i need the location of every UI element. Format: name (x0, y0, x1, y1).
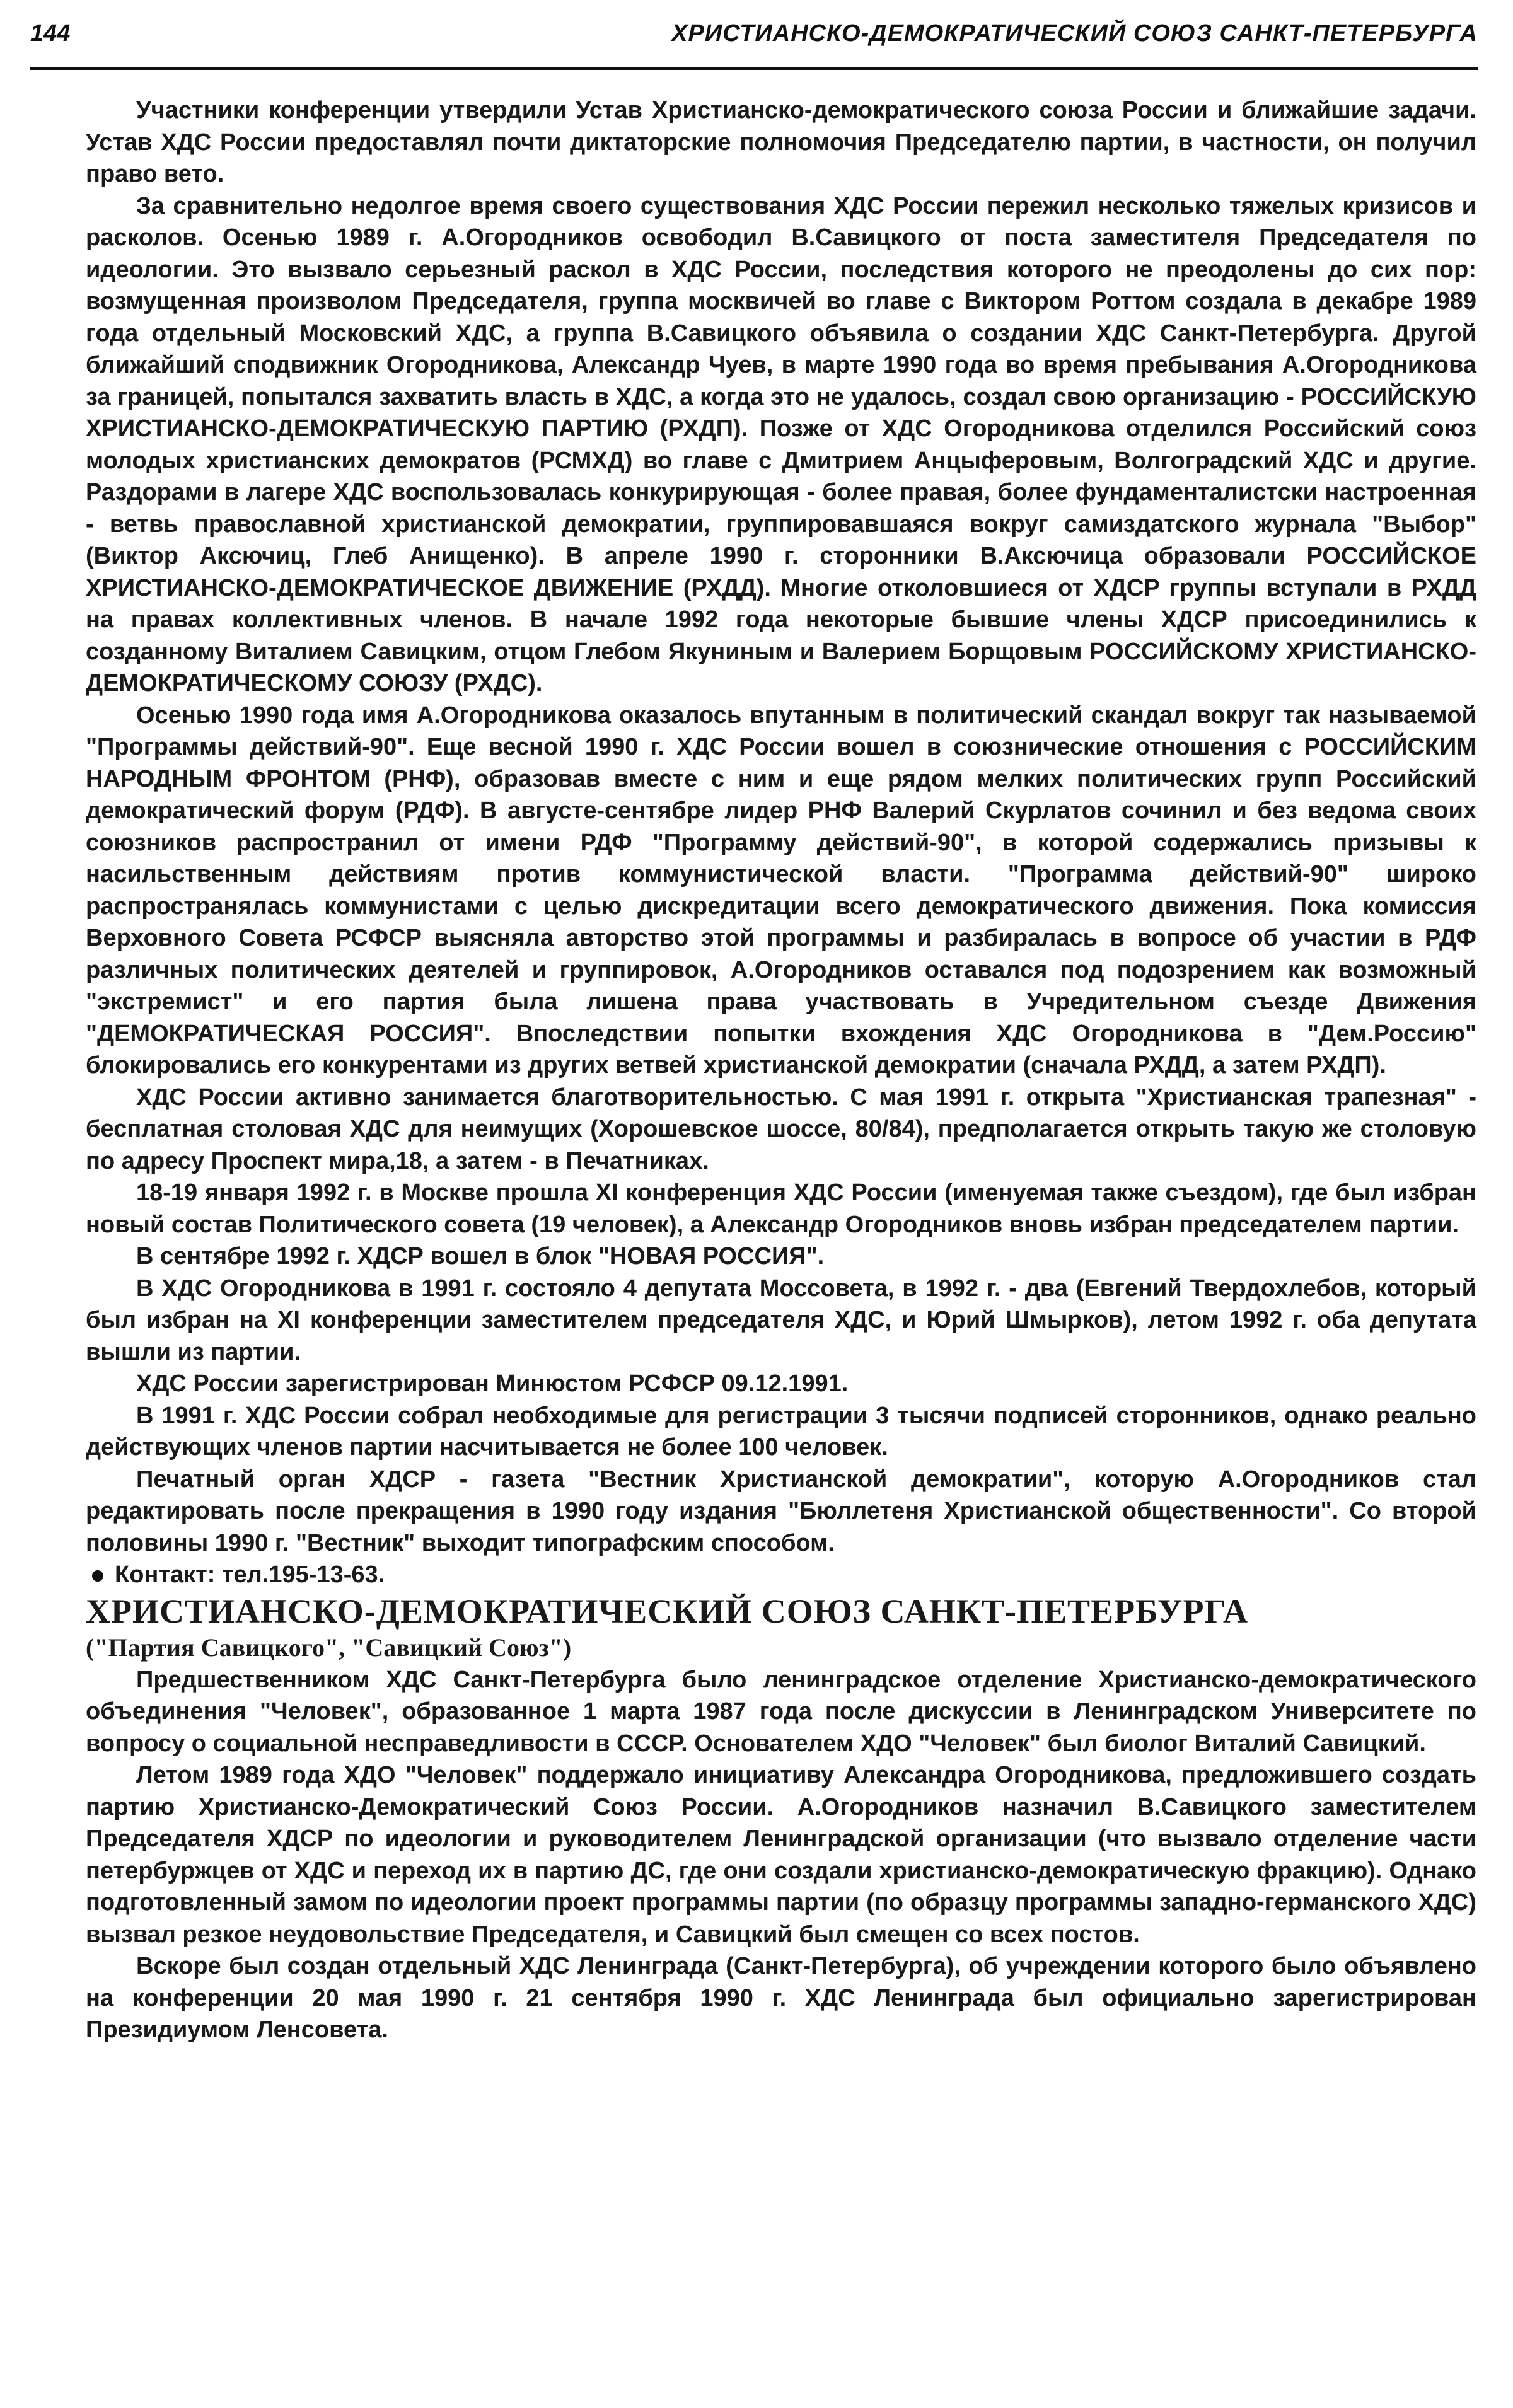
paragraph: За сравнительно недолгое время своего существования ХДС России пережил несколько тяжелых кризисов и расколов. Осенью 1989 г. А.Огородников освободил В.Савицкого от поста заместителя Председателя по идеологии. Это вызвало серьезный раскол в ХДС России, последствия которого не преодолены до сих пор: возмущенная произволом Председателя, группа москвичей во главе с Виктором Роттом создала в декабре 1989 года отдельный Московский ХДС, а группа В.Савицкого объявила о создании ХДС Санкт-Петербурга. Другой ближайший сподвижник Огородникова, Александр Чуев, в марте 1990 года во время пребывания А.Огородникова за границей, попытался захватить власть в ХДС, а когда это не удалось, создал свою организацию - РОССИЙСКУЮ ХРИСТИАНСКО-ДЕМОКРАТИЧЕСКУЮ ПАРТИЮ (РХДП). Позже от ХДС Огородникова отделился Российский союз молодых христианских демократов (РСМХД) во главе с Дмитрием Анцыферовым, Волгоградский ХДС и другие. Раздорами в лагере ХДС воспользовалась конкурирующая - более правая, более фундаменталистски настроенная - ветвь православной христианской демократии, группировавшаяся вокруг самиздатского журнала "Выбор" (Виктор Аксючиц, Глеб Анищенко). В апреле 1990 г. сторонники В.Аксючица образовали РОССИЙСКОЕ ХРИСТИАНСКО-ДЕМОКРАТИЧЕСКОЕ ДВИЖЕНИЕ (РХДД). Многие отколовшиеся от ХДСР группы вступали в РХДД на правах коллективных членов. В начале 1992 года некоторые бывшие члены ХДСР присоединились к созданному Виталием Савицким, отцом Глебом Якуниным и Валерием Борщовым РОССИЙСКОМУ ХРИСТИАНСКО-ДЕМОКРАТИЧЕСКОМУ СОЮЗУ (РХДС). (86, 192, 1476, 697)
section-title: ХРИСТИАНСКО-ДЕМОКРАТИЧЕСКИЙ СОЮЗ САНКТ-ПЕТЕРБУРГА (86, 1592, 1248, 1630)
bullet-icon (92, 1570, 103, 1582)
contact-text: Контакт: тел.195-13-63. (115, 1561, 385, 1588)
paragraph: Осенью 1990 года имя А.Огородникова оказалось впутанным в политический скандал вокруг так называемой "Программы действий-90". Еще весной 1990 г. ХДС России вошел в союзнические отношения с РОССИЙСКИМ НАРОДНЫМ ФРОНТОМ (РНФ), образовав вместе с ним и еще рядом мелких политических групп Российский демократический форум (РДФ). В августе-сентябре лидер РНФ Валерий Скурлатов сочинил и без ведома своих союзников распространил от имени РДФ "Программу действий-90", в которой содержались призывы к насильственным действиям против коммунистической власти. "Программа действий-90" широко распространялась коммунистами с целью дискредитации всего демократического движения. Пока комиссия Верховного Совета РСФСР выясняла авторство этой программы и разбиралась в вопросе об участии в РДФ различных политических деятелей и группировок, А.Огородников оставался под подозрением как возможный "экстремист" и его партия была лишена права участвовать в Учредительном съезде Движения "ДЕМОКРАТИЧЕСКАЯ РОССИЯ". Впоследствии попытки вхождения ХДС Огородникова в "Дем.Россию" блокировались его конкурентами из других ветвей христианской демократии (сначала РХДД, а затем РХДП). (86, 702, 1476, 1079)
paragraph: Печатный орган ХДСР - газета "Вестник Христианской демократии", которую А.Огородников стал редактировать после прекращения в 1990 году издания "Бюллетеня Христианской общественности". Со второй половины 1990 г. "Вестник" выходит типографским способом. (86, 1466, 1476, 1556)
paragraph: В сентябре 1992 г. ХДСР вошел в блок "НОВАЯ РОССИЯ". (136, 1243, 825, 1270)
paragraph: Вскоре был создан отдельный ХДС Ленинграда (Санкт-Петербурга), об учреждении которого было объявлено на конференции 20 мая 1990 г. 21 сентября 1990 г. ХДС Ленинграда был официально зарегистрирован Президиумом Ленсовета. (86, 1953, 1476, 2043)
paragraph: 18-19 января 1992 г. в Москве прошла XI конференция ХДС России (именуемая также съездом), где был избран новый состав Политического совета (19 человек), а Александр Огородников вновь избран председателем партии. (86, 1179, 1476, 1238)
page-body (86, 95, 1476, 2046)
paragraph: Летом 1989 года ХДО "Человек" поддержало инициативу Александра Огородникова, предложившего создать партию Христианско-Демократический Союз России. А.Огородников назначил В.Савицкого заместителем Председателя ХДСР по идеологии и руководителем Ленинградской организации (что вызвало отделение части петербуржцев от ХДС и переход их в партию ДС, где они создали христианско-демократическую фракцию). Однако подготовленный замом по идеологии проект программы партии (по образцу программы западно-германского ХДС) вызвал резкое неудовольствие Председателя, и Савицкий был смещен со всех постов. (86, 1762, 1476, 1948)
page-number: 144 (30, 20, 71, 47)
contact-line (86, 1559, 1476, 1591)
paragraph: ХДС России активно занимается благотворительностью. С мая 1991 г. открыта "Христианская трапезная" - бесплатная столовая ХДС для неимущих (Хорошевское шоссе, 80/84), предполагается открыть такую же столовую по адресу Проспект мира,18, а затем - в Печатниках. (86, 1084, 1476, 1174)
running-header (30, 14, 1478, 70)
paragraph: Участники конференции утвердили Устав Христианско-демократического союза России и ближайшие задачи. Устав ХДС России предоставлял почти диктаторские полномочия Председателю партии, в частности, он получил право вето. (86, 97, 1476, 187)
paragraph: Предшественником ХДС Санкт-Петербурга было ленинградское отделение Христианско-демократического объединения "Человек", образованное 1 марта 1987 года после дискуссии в Ленинградском Университете по вопросу о социальной несправедливости в СССР. Основателем ХДО "Человек" был биолог Виталий Савицкий. (86, 1666, 1476, 1757)
paragraph: В ХДС Огородникова в 1991 г. состояло 4 депутата Моссовета, в 1992 г. - два (Евгений Твердохлебов, который был избран на XI конференции заместителем председателя ХДС, и Юрий Шмырков), летом 1992 г. оба депутата вышли из партии. (86, 1275, 1476, 1365)
section-subtitle: ("Партия Савицкого", "Савицкий Союз") (86, 1633, 572, 1662)
paragraph: ХДС России зарегистрирован Минюстом РСФСР 09.12.1991. (136, 1370, 849, 1397)
running-title: ХРИСТИАНСКО-ДЕМОКРАТИЧЕСКИЙ СОЮЗ САНКТ-ПЕТЕРБУРГА (671, 20, 1478, 47)
paragraph: В 1991 г. ХДС России собрал необходимые для регистрации 3 тысячи подписей сторонников, однако реально действующих членов партии насчитывается не более 100 человек. (86, 1402, 1476, 1461)
